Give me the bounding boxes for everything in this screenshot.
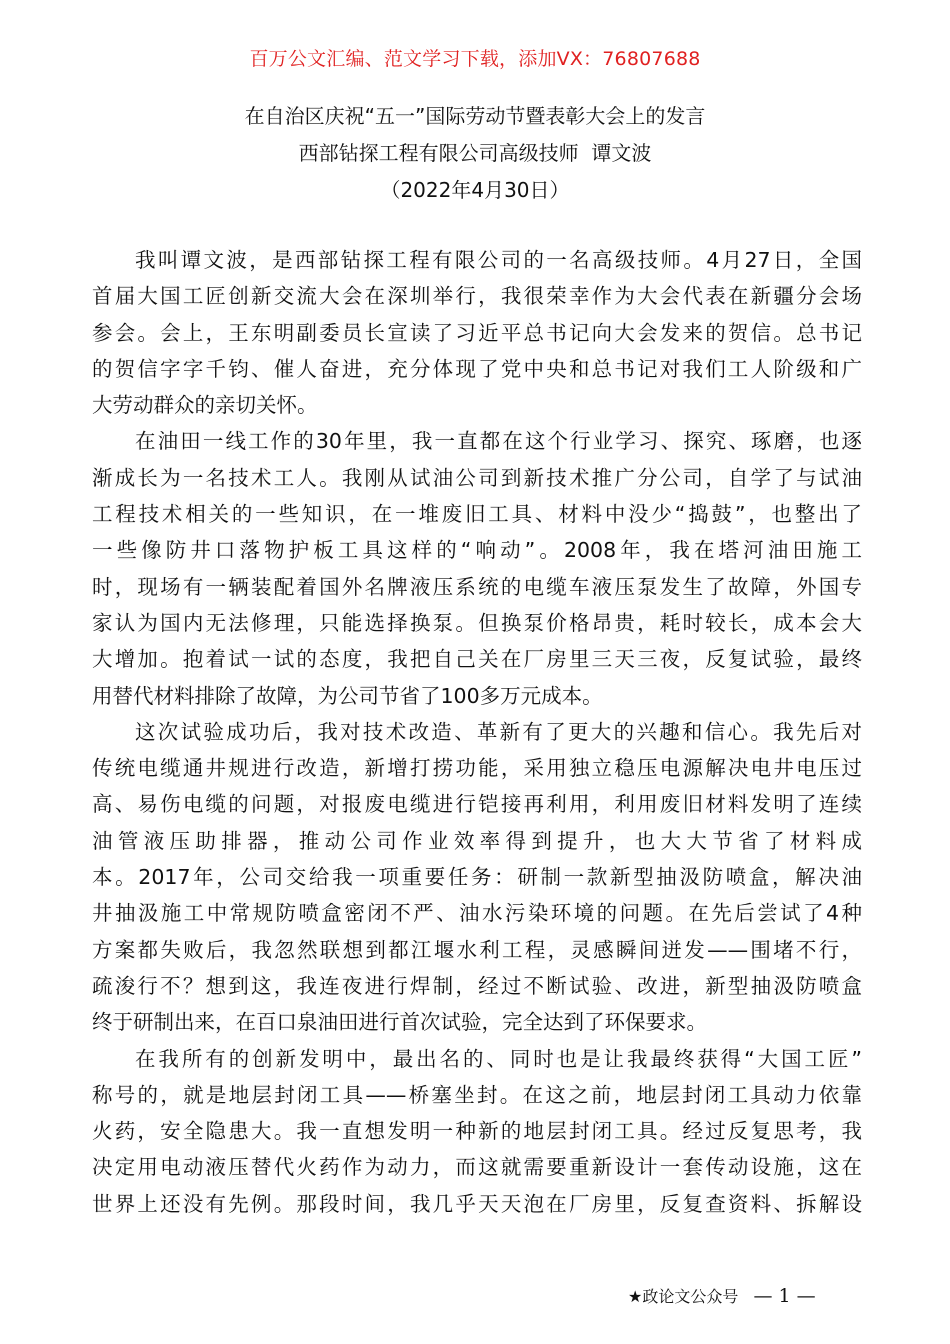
text-line: 疏浚行不？想到这，我连夜进行焊制，经过不断试验、改进，新型抽汲防喷盒 xyxy=(92,973,862,998)
text-line: 家认为国内无法修理，只能选择换泵。但换泵价格昂贵，耗时较长，成本会大 xyxy=(92,610,862,635)
text-line: 决定用电动液压替代火药作为动力，而这就需要重新设计一套传动设施，这在 xyxy=(92,1155,862,1180)
speech-date: （2022年4月30日） xyxy=(380,178,570,202)
text-line: 在油田一线工作的30年里，我一直都在这个行业学习、探究、琢磨，也逐 xyxy=(135,429,862,454)
text-line: 传统电缆通井规进行改造，新增打捞功能，采用独立稳压电源解决电井电压过 xyxy=(92,756,862,781)
text-line: 井抽汲施工中常规防喷盒密闭不严、油水污染环境的问题。在先后尝试了4种 xyxy=(92,901,862,926)
speech-body xyxy=(92,242,862,1222)
text-line: 时，现场有一辆装配着国外名牌液压系统的电缆车液压泵发生了故障，外国专 xyxy=(92,574,862,599)
paragraph xyxy=(92,242,862,423)
speaker-line: 西部钻探工程有限公司高级技师 谭文波 xyxy=(298,141,652,165)
text-line: 工程技术相关的一些知识，在一堆废旧工具、材料中没少“捣鼓”，也整出了 xyxy=(92,502,862,527)
text-line: 一些像防井口落物护板工具这样的“响动”。2008年，我在塔河油田施工 xyxy=(92,538,862,563)
text-line: 火药，安全隐患大。我一直想发明一种新的地层封闭工具。经过反复思考，我 xyxy=(92,1119,862,1144)
speech-title: 在自治区庆祝“五一”国际劳动节暨表彰大会上的发言 xyxy=(244,104,706,128)
text-line: 这次试验成功后，我对技术改造、革新有了更大的兴趣和信心。我先后对 xyxy=(135,719,862,744)
footer-source: ★政论文公众号 xyxy=(628,1287,739,1306)
text-line: 的贺信字字千钧、催人奋进，充分体现了党中央和总书记对我们工人阶级和广 xyxy=(92,356,862,381)
speech-header xyxy=(0,98,950,209)
page-footer xyxy=(628,1284,816,1307)
text-line: 油管液压助排器，推动公司作业效率得到提升，也大大节省了材料成 xyxy=(92,828,862,853)
text-line: 我叫谭文波，是西部钻探工程有限公司的一名高级技师。4月27日，全国 xyxy=(135,248,862,272)
text-line: 高、易伤电缆的问题，对报废电缆进行铠接再利用，利用废旧材料发明了连续 xyxy=(92,792,862,817)
text-line: 用替代材料排除了故障，为公司节省了100多万元成本。 xyxy=(92,683,603,708)
text-line: 在我所有的创新发明中，最出名的、同时也是让我最终获得“大国工匠” xyxy=(135,1046,862,1071)
text-line: 参会。会上，王东明副委员长宣读了习近平总书记向大会发来的贺信。总书记 xyxy=(92,320,862,345)
text-line: 本。2017年，公司交给我一项重要任务：研制一款新型抽汲防喷盒，解决油 xyxy=(92,865,862,890)
text-line: 终于研制出来，在百口泉油田进行首次试验，完全达到了环保要求。 xyxy=(92,1010,707,1035)
download-banner: 百万公文汇编、范文学习下载，添加VX：76807688 xyxy=(249,48,701,70)
text-line: 大增加。抱着试一试的态度，我把自己关在厂房里三天三夜，反复试验，最终 xyxy=(92,647,862,672)
text-line: 大劳动群众的亲切关怀。 xyxy=(92,393,318,418)
paragraph xyxy=(92,714,862,1041)
page-number: — 1 — xyxy=(753,1285,816,1307)
paragraph xyxy=(92,423,862,713)
text-line: 方案都失败后，我忽然联想到都江堰水利工程，灵感瞬间迸发——围堵不行， xyxy=(92,937,862,962)
text-line: 渐成长为一名技术工人。我刚从试油公司到新技术推广分公司，自学了与试油 xyxy=(92,465,862,490)
text-line: 首届大国工匠创新交流大会在深圳举行，我很荣幸作为大会代表在新疆分会场 xyxy=(92,284,862,309)
text-line: 世界上还没有先例。那段时间，我几乎天天泡在厂房里，反复查资料、拆解设 xyxy=(92,1191,862,1216)
paragraph xyxy=(92,1041,862,1222)
text-line: 称号的，就是地层封闭工具——桥塞坐封。在这之前，地层封闭工具动力依靠 xyxy=(92,1082,862,1107)
